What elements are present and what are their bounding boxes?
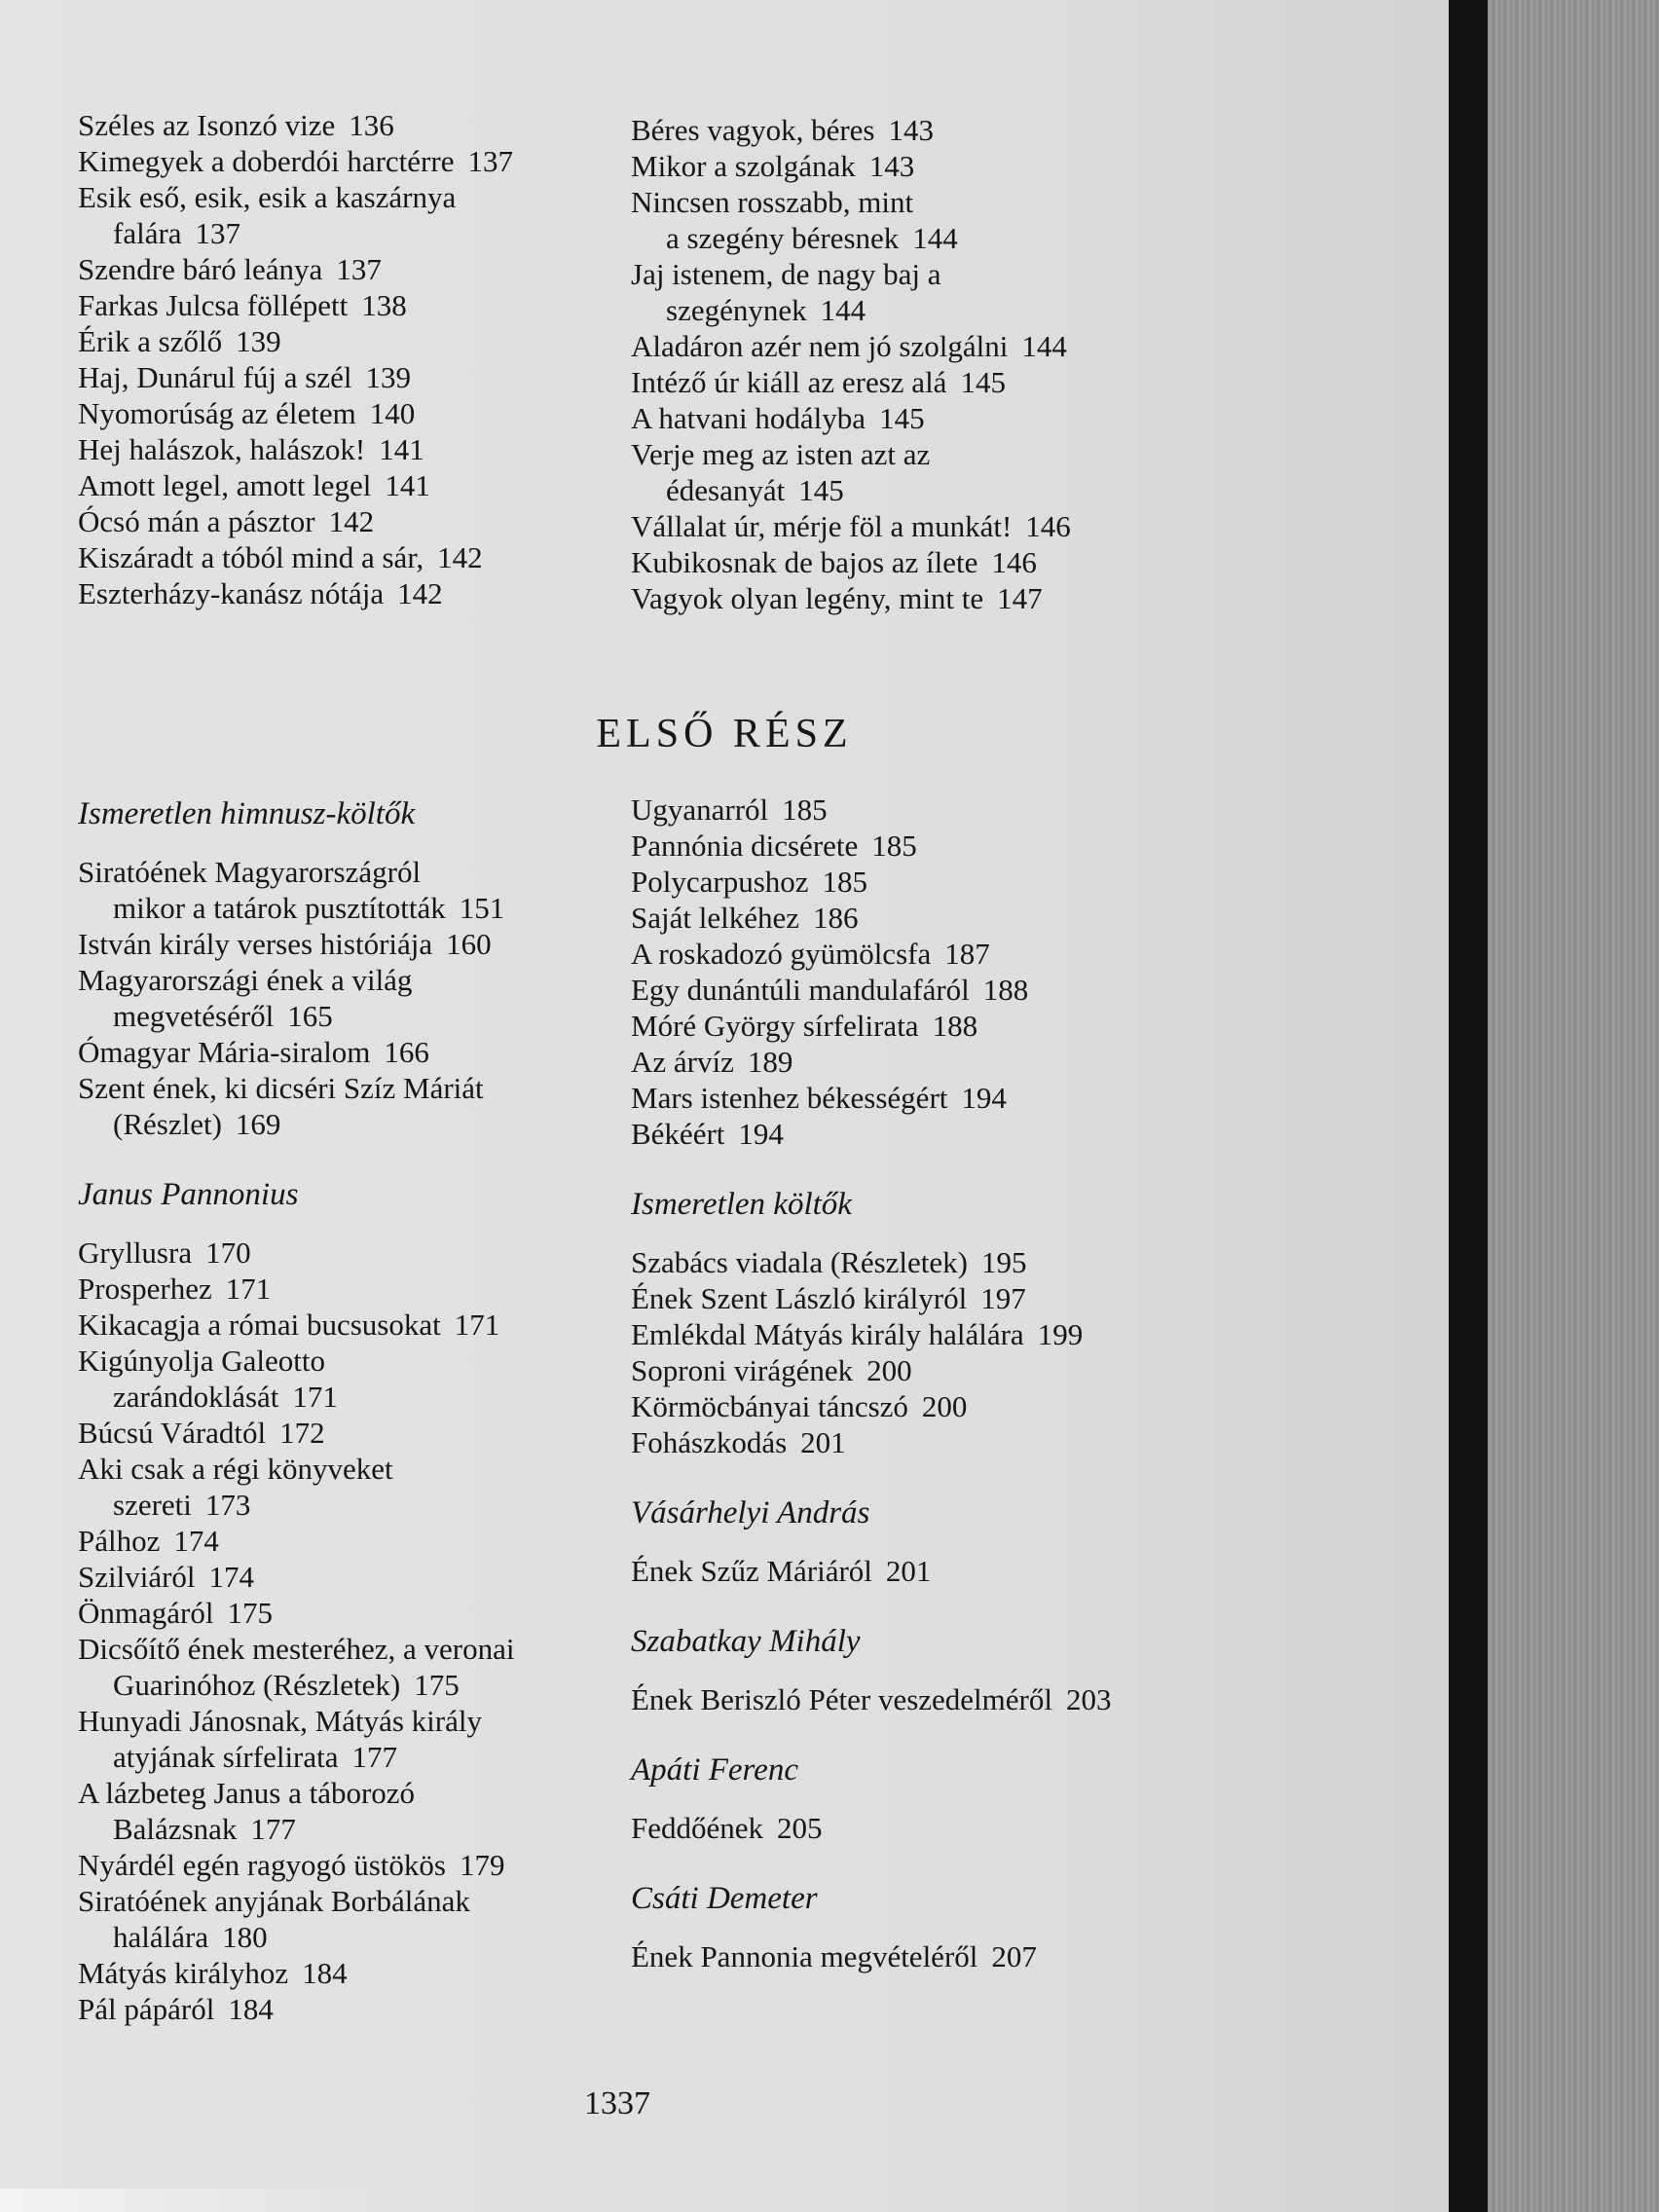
entry-title: Dicsőítő ének mesteréhez, a veronai [78,1632,515,1666]
author-group [631,1624,1215,1717]
entry-title: Nincsen rosszabb, mint [631,185,914,219]
entry-title: Verje meg az isten azt az [631,437,931,471]
entry-page-number: 139 [365,360,411,394]
toc-entry [631,508,1215,544]
entry-title: Fohászkodás [631,1425,788,1459]
entry-page-number: 142 [437,540,483,574]
entry-title: Kigúnyolja Galeotto [78,1344,325,1378]
entry-title: Békéért [631,1117,725,1151]
toc-entry [631,1280,1215,1316]
entry-title: Vállalat úr, mérje föl a munkát! [631,509,1013,543]
entry-page-number: 179 [459,1848,505,1882]
entry-title: Ócsó mán a pásztor [78,504,315,538]
entry-title: Körmöcbányai táncszó [631,1389,908,1423]
entry-title: Siratóének anyjának Borbálának [78,1884,470,1918]
entry-page-number: 180 [222,1920,268,1954]
entry-title: Ének Szent László királyról [631,1281,968,1315]
entry-title: Pálhoz [78,1524,161,1558]
toc-entry [631,1352,1215,1388]
entry-title: Hunyadi Jánosnak, Mátyás király [78,1704,482,1738]
toc-entry [78,962,662,1034]
entry-page-number: 174 [208,1560,255,1594]
entry-title: Kikacagja a római bucsusokat [78,1308,441,1342]
toc-entry [78,1070,662,1142]
entry-title: Hej halászok, halászok! [78,432,366,466]
toc-entry [78,467,662,503]
entry-title: Kiszáradt a tóból mind a sár, [78,540,424,574]
entry-title-continuation: (Részlet) 169 [113,1107,281,1141]
author-group [631,792,1215,1152]
entry-title: Ómagyar Mária-siralom [78,1035,371,1069]
entry-page-number: 188 [982,973,1029,1007]
toc-entry [631,1080,1215,1116]
entry-page-number: 175 [414,1668,460,1702]
entry-page-number: 173 [204,1488,251,1522]
author-group [631,1752,1215,1846]
entry-title: A roskadozó gyümölcsfa [631,937,932,971]
book-spine [1449,0,1488,2212]
author-heading: Janus Pannonius [78,1177,299,1212]
entry-page-number: 139 [236,324,281,358]
toc-entry [631,1553,1215,1589]
entry-title: Nyárdél egén ragyogó üstökös [78,1848,446,1882]
toc-entry [78,359,662,395]
entry-title-continuation: Guarinóhoz (Részletek) 175 [113,1668,460,1702]
toc-top-left-column [78,107,662,611]
entry-title: Farkas Julcsa föllépett [78,288,349,322]
toc-entry [78,395,662,431]
watermark [0,2189,409,2212]
entry-page-number: 194 [961,1081,1007,1115]
toc-entry [631,436,1215,508]
entry-title: Az árvíz [631,1045,734,1079]
author-heading: Vásárhelyi András [631,1495,870,1530]
entry-title: Szabács viadala (Részletek) [631,1245,968,1279]
entry-page-number: 142 [397,576,443,610]
entry-page-number: 185 [871,829,917,863]
entry-title-continuation: szegénynek 144 [666,293,866,327]
toc-top-right-column [631,112,1215,616]
book-cover-edge [1488,0,1659,2212]
entry-page-number: 145 [960,365,1006,399]
entry-page-number: 144 [912,221,958,255]
entry-title: Érik a szőlő [78,324,223,358]
entry-title-continuation: halálára 180 [113,1920,268,1954]
entry-title: Mátyás királyhoz [78,1956,289,1990]
toc-entry [631,364,1215,400]
entry-title-continuation: falára 137 [113,216,241,250]
entry-page-number: 171 [225,1272,272,1306]
entry-title: Amott legel, amott legel [78,468,372,502]
entry-title: Emlékdal Mátyás király halálára [631,1317,1024,1351]
entry-title: Prosperhez [78,1272,212,1306]
entry-page-number: 170 [205,1235,251,1270]
section-title: ELSŐ RÉSZ [596,712,853,756]
entry-page-number: 136 [349,108,394,142]
toc-entry [78,1703,662,1775]
entry-title: Feddőének [631,1811,764,1845]
author-group [631,1881,1215,1974]
entry-title: Soproni virágének [631,1353,854,1387]
toc-entry [78,1307,662,1343]
author-heading: Ismeretlen himnusz-költők [78,796,416,831]
author-group [78,796,662,1142]
entry-title: Aki csak a régi könyveket [78,1452,393,1486]
entry-page-number: 146 [1025,509,1071,543]
toc-entry [78,539,662,575]
toc-entry [631,972,1215,1008]
entry-title: Pannónia dicsérete [631,829,859,863]
entry-title: Ének Pannonia megvételéről [631,1939,978,1973]
toc-entry [631,184,1215,256]
entry-title: Ének Szűz Máriáról [631,1554,872,1588]
entry-title: Önmagáról [78,1596,214,1630]
entry-title-continuation: atyjának sírfelirata 177 [113,1740,398,1774]
entry-page-number: 166 [384,1035,429,1069]
entry-title: Intéző úr kiáll az eresz alá [631,365,947,399]
toc-entry [78,854,662,926]
entry-title: Egy dunántúli mandulafáról [631,973,970,1007]
author-heading: Apáti Ferenc [631,1752,798,1788]
toc-entry [631,256,1215,328]
entry-page-number: 187 [944,937,990,971]
entry-page-number: 184 [228,1992,274,2026]
toc-entry [631,400,1215,436]
entry-page-number: 177 [351,1740,398,1774]
entry-title: Szendre báró leánya [78,252,323,286]
toc-main-left-column [78,796,662,2027]
author-heading: Ismeretlen költők [631,1187,852,1222]
toc-entry [78,926,662,962]
toc-entry [78,1271,662,1307]
toc-entry [78,1343,662,1415]
entry-page-number: 201 [885,1554,932,1588]
entry-title: Szent ének, ki dicséri Szíz Máriát [78,1071,484,1105]
entry-page-number: 145 [798,473,844,507]
author-group [78,1177,662,2027]
entry-page-number: 171 [454,1308,500,1342]
author-group [631,1495,1215,1589]
toc-entry [631,900,1215,936]
toc-entry [631,1244,1215,1280]
entry-page-number: 165 [287,999,333,1033]
entry-page-number: 199 [1037,1317,1084,1351]
entry-title: Saját lelkéhez [631,901,799,935]
entry-page-number: 195 [981,1245,1027,1279]
toc-entry [631,1810,1215,1846]
entry-title-continuation: mikor a tatárok pusztították 151 [113,891,505,925]
entry-page-number: 143 [888,113,934,147]
entry-page-number: 200 [866,1353,912,1387]
entry-page-number: 140 [369,396,416,430]
toc-entry [631,1008,1215,1044]
entry-title: Mikor a szolgának [631,149,856,183]
toc-entry [631,1681,1215,1717]
entry-title-continuation: megvetéséről 165 [113,999,333,1033]
entry-page-number: 144 [1021,329,1067,363]
entry-title: Béres vagyok, béres [631,113,875,147]
author-heading: Szabatkay Mihály [631,1624,861,1659]
toc-entry [78,1559,662,1595]
toc-entry [78,287,662,323]
toc-entry [78,1883,662,1955]
entry-page-number: 160 [446,927,492,961]
entry-page-number: 138 [361,288,407,322]
entry-page-number: 185 [822,865,868,899]
entry-page-number: 143 [868,149,915,183]
entry-title-continuation: a szegény béresnek 144 [666,221,958,255]
toc-entry [631,1044,1215,1080]
entry-title: Jaj istenem, de nagy baj a [631,257,941,291]
entry-title: Kimegyek a doberdói harctérre [78,144,455,178]
toc-entry [631,112,1215,148]
toc-entry [631,936,1215,972]
entry-page-number: 141 [379,432,424,466]
toc-main-right-column [631,792,1215,1974]
toc-entry [631,1938,1215,1974]
entry-title-continuation: zarándoklását 171 [113,1380,338,1414]
toc-entry [78,107,662,143]
entry-page-number: 174 [173,1524,219,1558]
entry-title-continuation: szereti 173 [113,1488,251,1522]
entry-page-number: 175 [227,1596,273,1630]
entry-page-number: 142 [328,504,375,538]
entry-title: Ének Beriszló Péter veszedelméről [631,1682,1052,1716]
entry-page-number: 147 [997,581,1043,615]
toc-entry [78,1847,662,1883]
entry-page-number: 207 [991,1939,1037,1973]
toc-entry [78,1991,662,2027]
entry-page-number: 186 [813,901,859,935]
entry-title: Aladáron azér nem jó szolgálni [631,329,1009,363]
entry-title: A lázbeteg Janus a táborozó [78,1776,416,1810]
entry-page-number: 145 [879,401,925,435]
entry-title: Esik eső, esik, esik a kaszárnya [78,180,457,214]
entry-page-number: 200 [921,1389,968,1423]
entry-page-number: 146 [991,545,1037,579]
entry-page-number: 203 [1065,1682,1112,1716]
entry-title: Eszterházy-kanász nótája [78,576,385,610]
page-number: 1337 [584,2085,650,2121]
toc-entry [78,179,662,251]
entry-page-number: 172 [279,1416,325,1450]
entry-page-number: 169 [235,1107,281,1141]
toc-entry [631,148,1215,184]
toc-entry [78,1631,662,1703]
entry-title: Nyomorúság az életem [78,396,356,430]
entry-title: Kubikosnak de bajos az ílete [631,545,978,579]
toc-entry [78,1034,662,1070]
entry-page-number: 201 [800,1425,846,1459]
toc-entry [78,503,662,539]
toc-entry [78,1595,662,1631]
toc-entry [78,323,662,359]
entry-title: Haj, Dunárul fúj a szél [78,360,352,394]
toc-entry [631,1116,1215,1152]
entry-page-number: 137 [195,216,241,250]
toc-entry [78,1451,662,1523]
entry-title: Széles az Isonzó vize [78,108,336,142]
entry-page-number: 185 [782,793,828,827]
toc-entry [631,792,1215,828]
entry-title: Pál pápáról [78,1992,215,2026]
entry-page-number: 205 [777,1811,823,1845]
toc-entry [631,580,1215,616]
entry-page-number: 194 [738,1117,784,1151]
entry-page-number: 144 [820,293,866,327]
entry-title: A hatvani hodályba [631,401,866,435]
entry-title: Szilviáról [78,1560,196,1594]
entry-page-number: 137 [336,252,382,286]
toc-entry [78,1235,662,1271]
toc-entry [631,1424,1215,1460]
entry-title: Polycarpushoz [631,865,809,899]
toc-entry [78,1523,662,1559]
entry-title: Gryllusra [78,1235,193,1270]
entry-title-continuation: édesanyát 145 [666,473,844,507]
entry-title: István király verses históriája [78,927,433,961]
entry-title: Mars istenhez békességért [631,1081,948,1115]
toc-entry [631,1388,1215,1424]
toc-entry [78,1775,662,1847]
entry-page-number: 171 [292,1380,338,1414]
toc-entry [631,1316,1215,1352]
entry-page-number: 197 [980,1281,1026,1315]
toc-entry [631,544,1215,580]
toc-entry [78,1955,662,1991]
entry-title: Vagyok olyan legény, mint te [631,581,984,615]
toc-entry [78,251,662,287]
entry-page-number: 188 [932,1009,978,1043]
entry-title-continuation: Balázsnak 177 [113,1812,296,1846]
entry-title: Móré György sírfelirata [631,1009,919,1043]
toc-entry [78,143,662,179]
entry-page-number: 137 [467,144,513,178]
entry-title: Siratóének Magyarországról [78,855,422,889]
author-group [631,1187,1215,1460]
entry-page-number: 141 [385,468,430,502]
toc-entry [78,431,662,467]
entry-page-number: 151 [459,891,505,925]
toc-entry [631,328,1215,364]
toc-entry [78,1415,662,1451]
entry-title: Ugyanarról [631,793,769,827]
entry-title: Magyarországi ének a világ [78,963,413,997]
entry-page-number: 177 [250,1812,296,1846]
toc-entry [631,864,1215,900]
entry-title: Búcsú Váradtól [78,1416,267,1450]
toc-entry [78,575,662,611]
entry-page-number: 189 [747,1045,793,1079]
toc-entry [631,828,1215,864]
entry-page-number: 184 [302,1956,348,1990]
author-heading: Csáti Demeter [631,1881,818,1916]
